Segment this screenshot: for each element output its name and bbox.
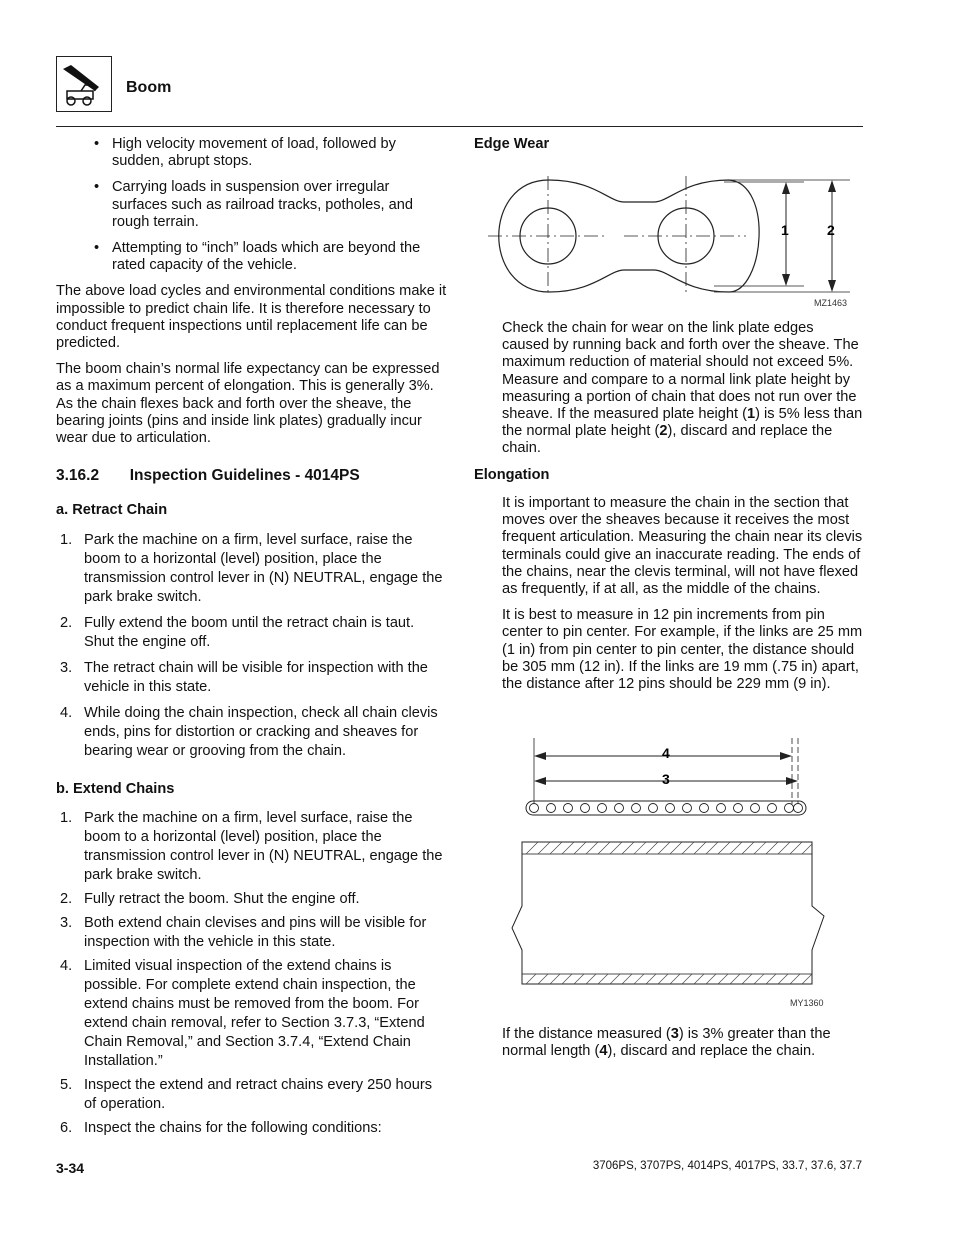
text-run: If the distance measured ( (502, 1026, 671, 1042)
step-text: Park the machine on a firm, level surface, raise the boom to a horizontal (level) position, place the transmission control lever in (N) NEUTRAL, engage the park brake switch. (84, 531, 443, 605)
bullet-dot: • (94, 179, 100, 196)
step-text: Inspect the chains for the following conditions: (84, 1119, 382, 1136)
step-text: The retract chain will be visible for inspection with the vehicle in this state. (84, 659, 428, 695)
section-heading-title: Inspection Guidelines - 4014PS (129, 467, 360, 485)
text-run: Check the chain for wear on the link plate edges caused by running back and forth over the sheave. The maximum reduction of material should not exceed 5%. Measure and compare to a normal link plate height by measuring a portion of chain that does not run over the sheave. If the measured plate height ( (502, 320, 859, 423)
bullet-item (56, 179, 448, 231)
list-item (56, 914, 448, 952)
boom-logo (56, 56, 112, 112)
text-run: ) is 3% greater than the normal length ( (502, 1026, 831, 1060)
list-item (56, 614, 448, 652)
step-number: 1. (60, 809, 73, 826)
telehandler-icon (57, 57, 111, 111)
step-text: Inspect the extend and retract chains every 250 hours of operation. (84, 1076, 433, 1112)
step-text: Both extend chain clevises and pins will be visible for inspection with the vehicle in this state. (84, 914, 427, 950)
step-text: While doing the chain inspection, check all chain clevis ends, pins for distortion or cracking and sheaves for bearing wear or grooving from the chain. (84, 704, 438, 759)
header-divider (56, 126, 863, 127)
step-number: 5. (60, 1076, 73, 1093)
elongation-heading: Elongation (474, 467, 550, 483)
bullet-text: Attempting to “inch” loads which are beyond the rated capacity of the vehicle. (112, 240, 421, 274)
text-run: ) is 5% less than the normal plate height ( (502, 406, 863, 440)
bullet-dot: • (94, 136, 100, 152)
ref-3: 3 (670, 1026, 679, 1042)
elongation-figure (508, 738, 830, 1012)
step-number: 4. (60, 957, 73, 974)
boom-section (512, 842, 824, 984)
step-number: 2. (60, 614, 73, 631)
bullet-text: High velocity movement of load, followed by sudden, abrupt stops. (112, 136, 396, 170)
step-text: Fully extend the boom until the retract chain is taut. Shut the engine off. (84, 614, 415, 650)
callout-4: 4 (662, 745, 670, 761)
section-number: 3.16.2 (56, 467, 100, 485)
list-item (56, 659, 448, 697)
ref-4: 4 (599, 1043, 608, 1060)
edge-wear-paragraph (502, 320, 864, 458)
callout-2: 2 (827, 222, 835, 238)
paragraph: It is best to measure in 12 pin increments from pin center to pin center. For example, if the links are 25 mm (1 in) from pin center to pin center, the distance should be 305 mm (12 in). If the links are 19 mm (.75 in) apart, the distance after 12 pins should be 229 mm (9 in). (502, 607, 863, 693)
edge-wear-heading: Edge Wear (474, 136, 550, 152)
step-text: Park the machine on a firm, level surface, raise the boom to a horizontal (level) position, place the transmission control lever in (N) NEUTRAL, engage the park brake switch. (84, 809, 443, 883)
page-number: 3-34 (56, 1160, 85, 1176)
text-run: ), discard and replace the chain. (607, 1043, 816, 1060)
step-number: 3. (60, 659, 73, 676)
section-title: Boom (126, 79, 172, 96)
edge-wear-figure (484, 172, 856, 312)
figure-code: MY1360 (790, 998, 824, 1008)
list-item (56, 890, 448, 909)
figure-code: MZ1463 (814, 298, 848, 308)
paragraph: The above load cycles and environmental conditions make it impossible to predict chain life. It is therefore necessary to conduct frequent inspections until replacement life can be predicted. (56, 283, 447, 352)
paragraph: The boom chain’s normal life expectancy can be expressed as a maximum percent of elongation. This is generally 3%. As the chain flexes back and forth over the sheave, the bearing joints (pins and inside link plates) gradually incur wear due to articulation. (56, 361, 440, 447)
ref-2: 2 (659, 423, 668, 440)
bullet-item (56, 240, 448, 274)
left-column (56, 136, 448, 1138)
step-number: 4. (60, 704, 73, 721)
subheading-extend: b. Extend Chains (56, 780, 175, 797)
chain-strip (526, 801, 806, 815)
list-item (56, 809, 448, 885)
step-number: 2. (60, 890, 73, 907)
callout-3: 3 (662, 771, 670, 787)
elongation-conclusion (502, 1026, 864, 1060)
step-number: 6. (60, 1119, 73, 1136)
step-number: 1. (60, 531, 73, 548)
bullet-item (56, 136, 448, 170)
step-text: Limited visual inspection of the extend chains is possible. For complete extend chain inspection, the extend chains must be removed from the boom. For extend chain removal, refer to Section 3.7.3, “Extend Chain Removal,” and Section 3.7.4, “Extend Chain Installation.” (84, 957, 425, 1069)
section-heading (56, 467, 448, 484)
list-item (56, 957, 448, 1071)
model-list: 3706PS, 3707PS, 4014PS, 4017PS, 33.7, 37.6, 37.7 (592, 1160, 862, 1172)
step-number: 3. (60, 914, 73, 931)
paragraph: It is important to measure the chain in the section that moves over the sheaves because it receives the most frequent articulation. Measuring the chain near its clevis terminals could give an inaccurate reading. The ends of the chains, near the clevis terminal, will not have flexed as frequently, if at all, as the middle of the chains. (502, 495, 863, 598)
step-text: Fully retract the boom. Shut the engine off. (84, 890, 360, 907)
bullet-text: Carrying loads in suspension over irregular surfaces such as railroad tracks, potholes, and rough terrain. (112, 179, 413, 230)
list-item (56, 704, 448, 761)
list-item (56, 1119, 448, 1138)
elongation-text (502, 495, 864, 693)
list-item (56, 1076, 448, 1114)
bullet-dot: • (94, 240, 100, 257)
ref-1: 1 (747, 406, 756, 423)
list-item (56, 531, 448, 607)
subheading-retract: a. Retract Chain (56, 502, 168, 519)
callout-1: 1 (781, 222, 789, 238)
text-run: ), discard and replace the chain. (502, 423, 833, 457)
